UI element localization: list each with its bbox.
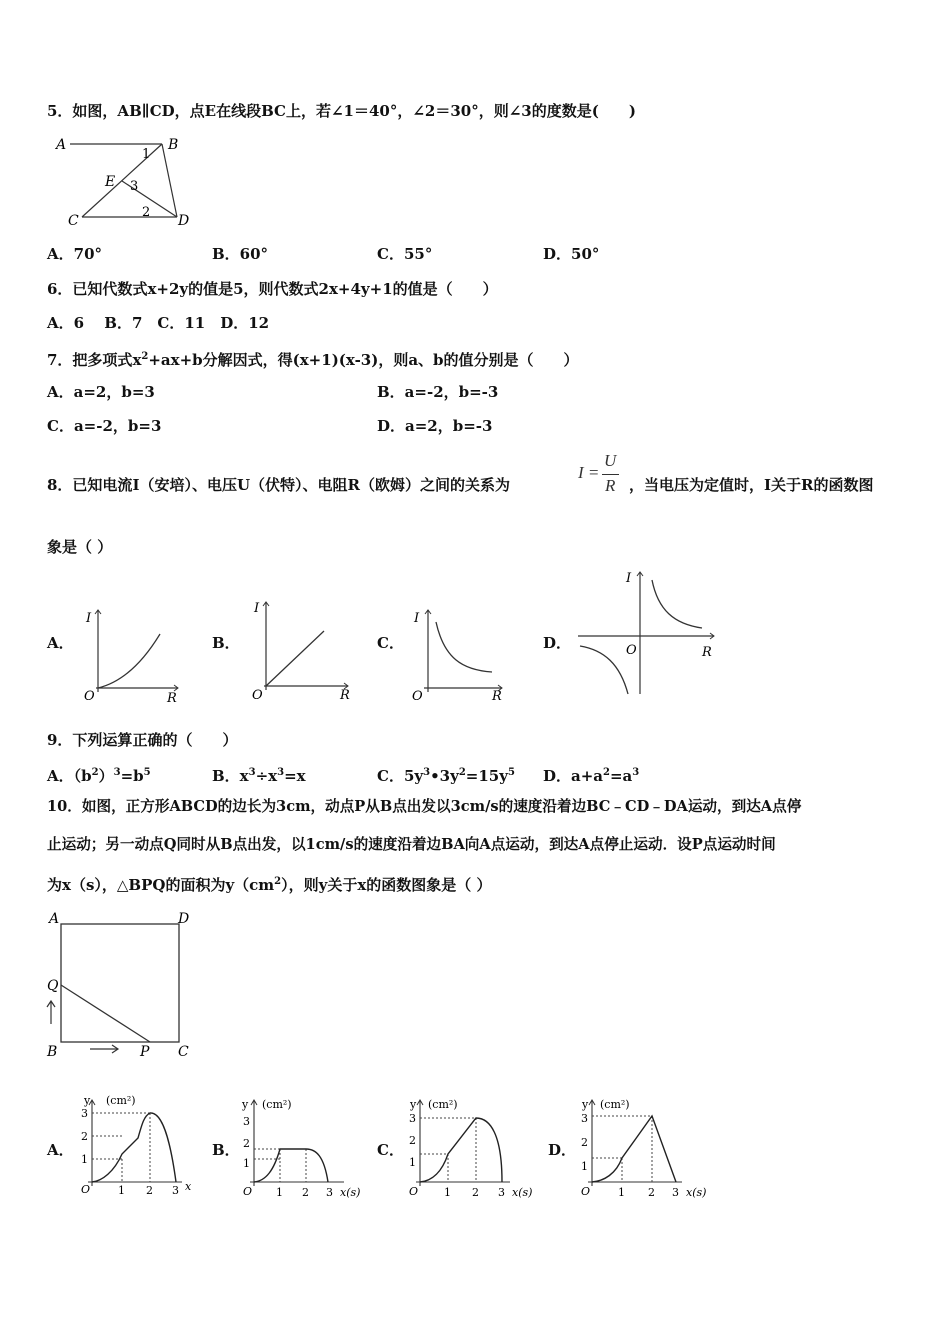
q5-option-c: C．55° xyxy=(377,245,433,263)
g-o: O xyxy=(243,1185,253,1198)
q9-option-d xyxy=(543,763,639,786)
g-ty3: 3 xyxy=(81,1107,88,1120)
g-tx1: 1 xyxy=(444,1186,451,1199)
q10-graph-a xyxy=(78,1094,196,1202)
g-y: y xyxy=(582,1098,589,1111)
g-ty2: 2 xyxy=(409,1134,416,1147)
g-tx3: 3 xyxy=(172,1184,179,1197)
label-c: C xyxy=(68,213,79,229)
g-ty1: 1 xyxy=(81,1153,88,1166)
g-unit: (cm²) xyxy=(600,1098,630,1111)
sq-p: P xyxy=(140,1044,150,1060)
g-ty2: 2 xyxy=(581,1136,588,1149)
q9-option-b xyxy=(212,763,306,786)
g-ty1: 1 xyxy=(409,1156,416,1169)
g-xs: x(s) xyxy=(340,1186,361,1199)
axis-i: I xyxy=(86,611,92,626)
g-tx1: 1 xyxy=(118,1184,125,1197)
q5-option-a: A．70° xyxy=(47,245,103,263)
sq-c: C xyxy=(178,1044,189,1060)
q9-option-a xyxy=(47,763,151,786)
axis-i: I xyxy=(254,601,260,616)
q9d-sup1: 2 xyxy=(603,767,610,778)
sq-q: Q xyxy=(47,978,59,994)
q9d-pre: D．a+a xyxy=(543,767,604,785)
q9b-sup2: 3 xyxy=(277,767,285,778)
g-tx2: 2 xyxy=(648,1186,655,1199)
g-tx2: 2 xyxy=(146,1184,153,1197)
g-ty3: 3 xyxy=(581,1112,588,1125)
q10-line-3 xyxy=(47,872,492,895)
g-tx3: 3 xyxy=(672,1186,679,1199)
axis-i: I xyxy=(626,571,632,586)
q10-line-3-sup: 2 xyxy=(274,876,282,887)
q8-formula xyxy=(578,451,628,497)
formula-num: U xyxy=(604,451,617,470)
g-ty2: 2 xyxy=(81,1130,88,1143)
q10-option-c-label: C． xyxy=(377,1141,404,1159)
q8-graph-c xyxy=(410,602,510,704)
q7-sup: 2 xyxy=(141,351,149,362)
g-y: y xyxy=(242,1098,249,1111)
g-unit: (cm²) xyxy=(262,1098,292,1111)
g-o: O xyxy=(409,1185,419,1198)
q9c-mid: •3y xyxy=(430,767,459,785)
sq-a: A xyxy=(49,911,60,927)
q10-line-1: 10．如图，正方形ABCD的边长为3cm，动点P从B点出发以3cm/s的速度沿着边BC﹣CD﹣DA运动，到达A点停 xyxy=(47,798,802,815)
q5-figure xyxy=(52,130,202,230)
q10-graph-d xyxy=(578,1094,718,1202)
q10-line-3b: ），则y关于x的函数图象是（ ） xyxy=(281,876,492,894)
q9c-pre: C．5y xyxy=(377,767,424,785)
q7-option-c: C．a=-2，b=3 xyxy=(47,417,162,435)
label-b: B xyxy=(168,137,179,153)
q5-option-d: D．50° xyxy=(543,245,600,263)
origin: O xyxy=(626,643,637,658)
q5-stem: 5．如图，AB∥CD，点E在线段BC上，若∠1＝40°，∠2＝30°，则∠3的度数是( ) xyxy=(47,102,636,120)
label-a: A xyxy=(56,137,67,153)
g-unit: (cm²) xyxy=(428,1098,458,1111)
q8-option-a-label: A． xyxy=(47,634,74,652)
q9d-mid: =a xyxy=(609,767,633,785)
g-tx2: 2 xyxy=(472,1186,479,1199)
g-xs: x(s) xyxy=(512,1186,533,1199)
q8-option-c-label: C． xyxy=(377,634,404,652)
g-o: O xyxy=(81,1183,91,1196)
q10-option-a-label: A． xyxy=(47,1141,74,1159)
q9c-post: =15y xyxy=(465,767,508,785)
label-e: E xyxy=(105,174,116,190)
formula-lhs: I = xyxy=(578,463,600,482)
q10-option-b-label: B． xyxy=(212,1141,240,1159)
q10-graph-c xyxy=(406,1094,542,1202)
q9c-sup1: 3 xyxy=(423,767,431,778)
g-tx1: 1 xyxy=(276,1186,283,1199)
q8-stem-c: 象是（ ） xyxy=(47,538,113,556)
g-ty3: 3 xyxy=(243,1115,250,1128)
formula-den: R xyxy=(605,476,616,495)
q9a-mid: ） xyxy=(98,767,114,785)
g-ty1: 1 xyxy=(581,1160,588,1173)
q9b-mid: ÷x xyxy=(255,767,278,785)
q7-option-b: B．a=-2，b=-3 xyxy=(377,383,499,401)
axis-r: R xyxy=(492,689,502,704)
origin: O xyxy=(84,689,95,704)
axis-r: R xyxy=(340,688,350,703)
origin: O xyxy=(412,689,423,704)
label-d: D xyxy=(178,213,190,229)
q9-option-c xyxy=(377,763,515,786)
q10-graph-b xyxy=(240,1094,366,1202)
g-tx3: 3 xyxy=(326,1186,333,1199)
g-ty2: 2 xyxy=(243,1137,250,1150)
q7-option-d: D．a=2，b=-3 xyxy=(377,417,493,435)
q8-graph-a xyxy=(78,602,188,704)
sq-d: D xyxy=(178,911,190,927)
q9a-post: =b xyxy=(120,767,144,785)
g-ty3: 3 xyxy=(409,1112,416,1125)
axis-r: R xyxy=(167,691,177,704)
q8-graph-d xyxy=(574,566,724,700)
q10-line-3a: 为x（s），△BPQ的面积为y（cm xyxy=(47,876,275,894)
q10-square-figure xyxy=(44,906,204,1064)
q6-stem: 6．已知代数式x+2y的值是5，则代数式2x+4y+1的值是（ ） xyxy=(47,280,498,298)
q9a-sup2: 3 xyxy=(113,767,121,778)
g-x: x xyxy=(185,1180,192,1193)
q10-option-d-label: D． xyxy=(548,1141,577,1159)
g-unit: (cm²) xyxy=(106,1094,136,1107)
q7-stem-b: +ax+b分解因式，得(x+1)(x-3)，则a、b的值分别是（ ） xyxy=(148,351,579,369)
angle-2: 2 xyxy=(142,205,151,220)
q9d-sup2: 3 xyxy=(632,767,640,778)
q9b-sup1: 3 xyxy=(248,767,256,778)
q7-stem xyxy=(47,347,579,370)
q9a-sup3: 5 xyxy=(143,767,151,778)
q6-options: A．6 B．7 C．11 D．12 xyxy=(47,314,270,332)
q9b-pre: B．x xyxy=(212,767,249,785)
formula-bar xyxy=(602,474,619,475)
g-tx1: 1 xyxy=(618,1186,625,1199)
g-tx3: 3 xyxy=(498,1186,505,1199)
origin: O xyxy=(252,688,263,703)
g-o: O xyxy=(581,1185,591,1198)
g-tx2: 2 xyxy=(302,1186,309,1199)
q9a-pre: A．（b xyxy=(47,767,92,785)
g-xs: x(s) xyxy=(686,1186,707,1199)
g-ty1: 1 xyxy=(243,1157,250,1170)
axis-r: R xyxy=(702,645,712,660)
q9-stem: 9．下列运算正确的（ ） xyxy=(47,731,238,749)
q9b-post: =x xyxy=(284,767,306,785)
g-y: y xyxy=(410,1098,417,1111)
angle-3: 3 xyxy=(130,179,139,194)
q7-option-a: A．a=2，b=3 xyxy=(47,383,155,401)
axis-i: I xyxy=(414,611,420,626)
g-y: y xyxy=(84,1094,91,1107)
q8-stem-b: ，当电压为定值时，I关于R的函数图 xyxy=(629,476,874,494)
q9c-sup2: 2 xyxy=(458,767,466,778)
q8-option-b-label: B． xyxy=(212,634,240,652)
q10-line-2: 止运动；另一动点Q同时从B点出发，以1cm/s的速度沿着边BA向A点运动，到达A点停止运动．设P点运动时间 xyxy=(47,836,776,853)
q8-graph-b xyxy=(246,596,356,704)
q8-option-d-label: D． xyxy=(543,634,572,652)
q9a-sup1: 2 xyxy=(91,767,99,778)
q7-stem-a: 7．把多项式x xyxy=(47,351,142,369)
q9c-sup3: 5 xyxy=(507,767,515,778)
q5-option-b: B．60° xyxy=(212,245,269,263)
sq-b: B xyxy=(47,1044,58,1060)
angle-1: 1 xyxy=(142,147,151,162)
q8-stem-a: 8．已知电流I（安培）、电压U（伏特）、电阻R（欧姆）之间的关系为 xyxy=(47,476,511,494)
